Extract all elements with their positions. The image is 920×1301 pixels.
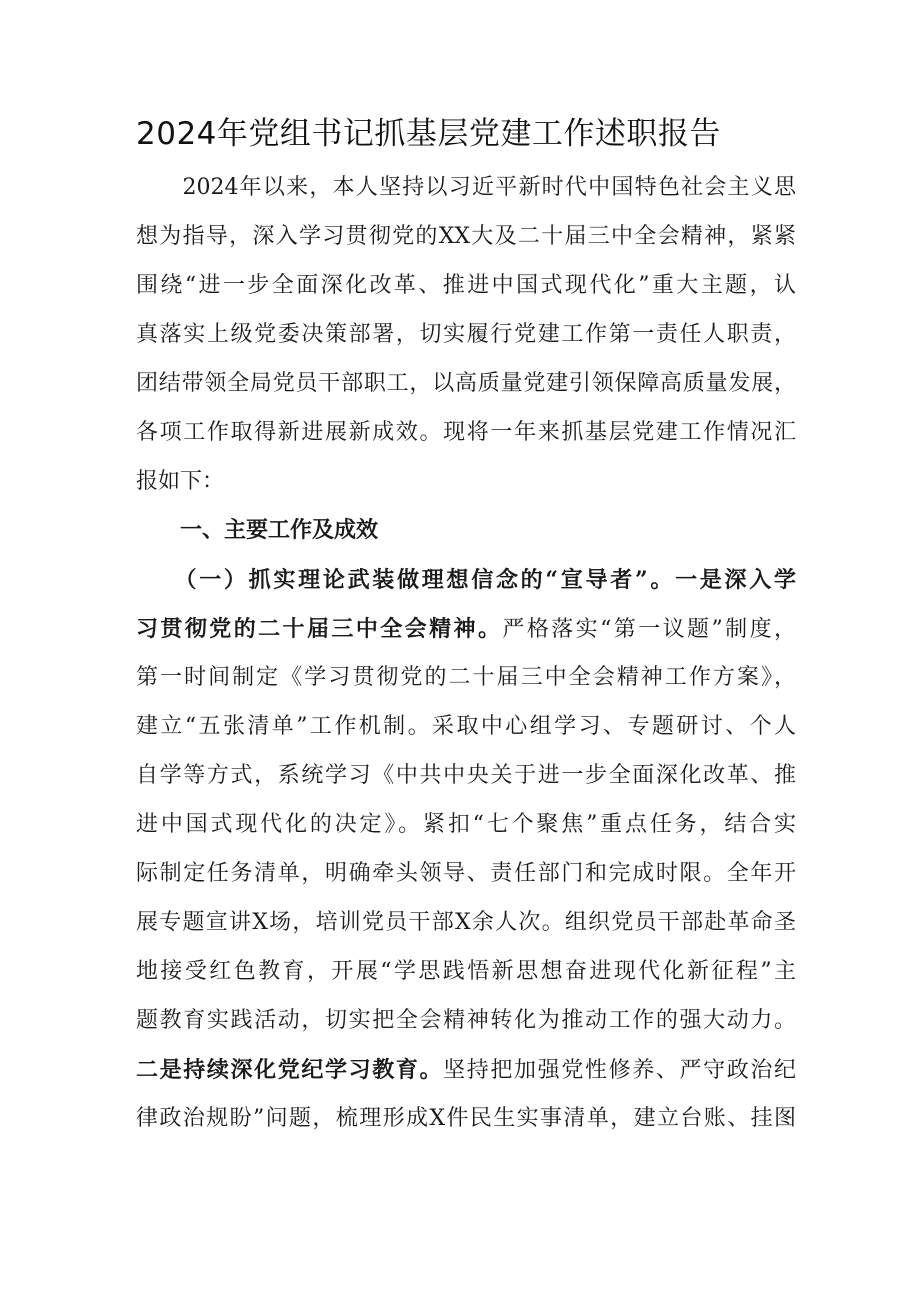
para-text: 严格落实“第一议题”制度，	[502, 617, 796, 642]
para-line: （一）抓实理论武装做理想信念的“宣导者”。一是深入学	[136, 567, 796, 593]
section-heading: 一、主要工作及成效	[136, 518, 379, 543]
document-title: 2024年党组书记抓基层党建工作述职报告	[136, 116, 721, 152]
intro-line: 想为指导，深入学习贯彻党的XX大及二十届三中全会精神，紧紧	[136, 224, 796, 249]
para-line: 题教育实践活动，切实把全会精神转化为推动工作的强大动力。	[136, 1008, 796, 1033]
para-line	[136, 614, 796, 644]
bold-lead: 习贯彻党的二十届三中全会精神。	[136, 616, 503, 642]
para-line: 进中国式现代化的决定》。紧扣“七个聚焦”重点任务，结合实	[136, 812, 796, 837]
para-line: 展专题宣讲X场，培训党员干部X余人次。组织党员干部赴革命圣	[136, 910, 796, 935]
intro-line: 报如下：	[136, 469, 225, 494]
para-line	[136, 1055, 796, 1085]
para-line: 际制定任务清单，明确牵头领导、责任部门和完成时限。全年开	[136, 861, 796, 886]
bold-lead: 二是持续深化党纪学习教育。	[136, 1057, 444, 1083]
intro-line: 真落实上级党委决策部署，切实履行党建工作第一责任人职责，	[136, 322, 796, 347]
para-line: 自学等方式，系统学习《中共中央关于进一步全面深化改革、推	[136, 763, 796, 788]
intro-line: 团结带领全局党员干部职工，以高质量党建引领保障高质量发展，	[136, 371, 796, 396]
para-text: 坚持把加强党性修养、严守政治纪	[443, 1058, 796, 1083]
intro-line: 围绕“进一步全面深化改革、推进中国式现代化”重大主题，认	[136, 273, 796, 298]
para-line: 地接受红色教育，开展“学思践悟新思想奋进现代化新征程”主	[136, 959, 796, 984]
intro-line: 2024年以来，本人坚持以习近平新时代中国特色社会主义思	[136, 175, 796, 200]
para-line: 第一时间制定《学习贯彻党的二十届三中全会精神工作方案》，	[136, 665, 796, 690]
para-line: 建立“五张清单”工作机制。采取中心组学习、专题研讨、个人	[136, 714, 796, 739]
intro-line: 各项工作取得新进展新成效。现将一年来抓基层党建工作情况汇	[136, 420, 796, 445]
para-line: 律政治规盼”问题，梳理形成X件民生实事清单，建立台账、挂图	[136, 1106, 796, 1131]
